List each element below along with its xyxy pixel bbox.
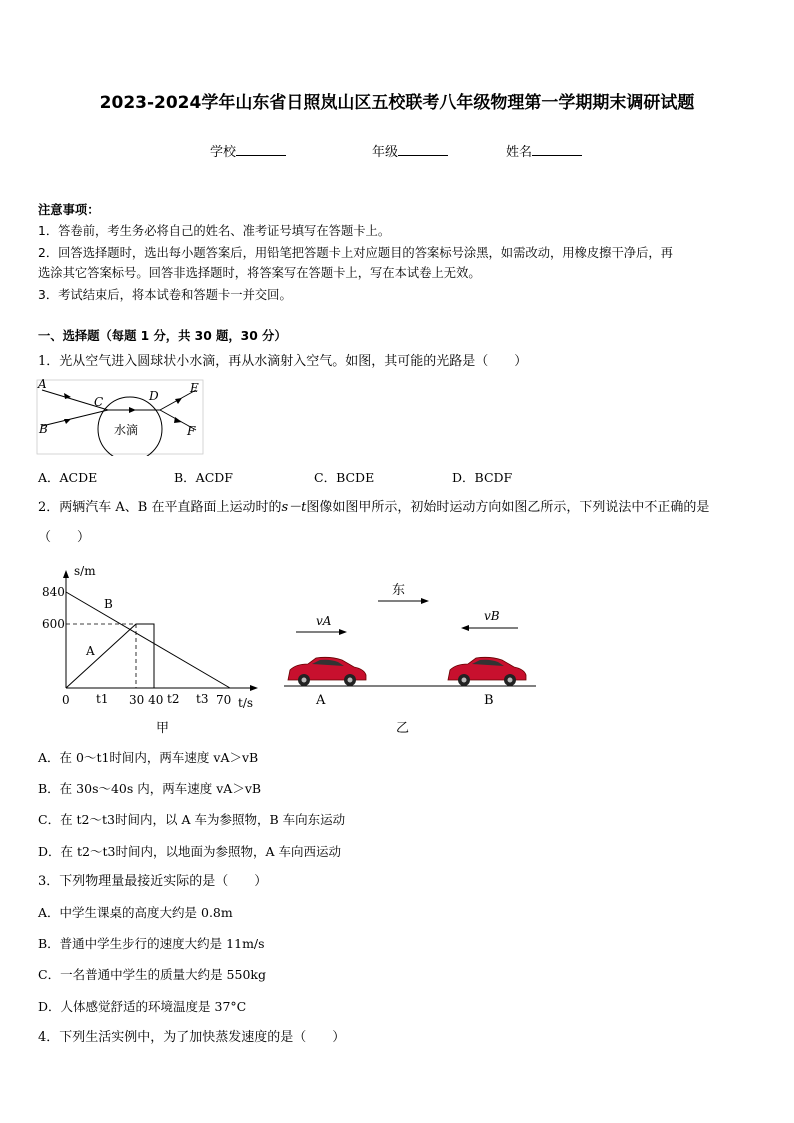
x-axis-label: t/s	[238, 696, 254, 710]
q1-option-b[interactable]: B．ACDF	[174, 470, 233, 485]
notice-item-2: 2．回答选择题时，选出每小题答案后，用铅笔把答题卡上对应题目的答案标号涂黑，如需改动，用橡皮擦干净后，再	[38, 246, 673, 260]
q2-option-c[interactable]: C．在 t2～t3时间内，以 A 车为参照物，B 车向东运动	[38, 812, 346, 827]
q1-stem: 1．光从空气进入圆球状小水滴，再从水滴射入空气。如图，其可能的光路是（ ）	[38, 354, 528, 369]
notice-heading: 注意事项：	[38, 203, 100, 217]
y-axis-label: s/m	[74, 564, 96, 578]
x-tick-t3: t3	[196, 692, 209, 706]
q1-light-path-figure	[36, 376, 206, 456]
label-c: C	[94, 395, 104, 409]
label-d: D	[149, 389, 159, 403]
va-label: vA	[316, 614, 332, 628]
car-a-icon	[288, 657, 366, 686]
figure-caption-jia: 甲	[156, 721, 170, 736]
x-tick-0: 0	[62, 693, 70, 707]
line-b-label: B	[104, 597, 113, 611]
va-arrow-icon	[339, 629, 347, 635]
x-tick-t1: t1	[96, 692, 109, 706]
x-tick-30-40: 30 40	[129, 693, 164, 707]
q1-option-c[interactable]: C．BCDE	[314, 470, 375, 485]
east-arrow-icon	[421, 598, 429, 604]
notice-item-2-cont: 选涂其它答案标号。回答非选择题时，将答案写在答题卡上，写在本试卷上无效。	[38, 266, 481, 280]
y-tick-840: 840	[42, 585, 65, 599]
q3-stem: 3．下列物理量最接近实际的是（ ）	[38, 874, 268, 889]
east-label: 东	[392, 583, 406, 598]
vb-arrow-icon	[461, 625, 469, 631]
vb-label: vB	[484, 609, 500, 623]
water-drop-label: 水滴	[114, 423, 139, 437]
q3-option-c[interactable]: C．一名普通中学生的质量大约是 550kg	[38, 967, 266, 982]
x-tick-70: 70	[216, 693, 232, 707]
label-a: A	[38, 377, 47, 391]
line-a-label: A	[86, 644, 95, 658]
q2-option-a[interactable]: A．在 0～t1时间内，两车速度 vA＞vB	[38, 750, 259, 765]
q2-stem-paren: （ ）	[38, 530, 91, 545]
q4-stem: 4．下列生活实例中，为了加快蒸发速度的是（ ）	[38, 1030, 346, 1045]
q1-option-d[interactable]: D．BCDF	[452, 470, 513, 485]
grade-label: 年级	[372, 145, 399, 160]
car-a-label: A	[316, 693, 326, 708]
notice-item-1: 1．答卷前，考生务必将自己的姓名、准考证号填写在答题卡上。	[38, 224, 391, 238]
name-field[interactable]	[506, 141, 582, 160]
q3-option-a[interactable]: A．中学生课桌的高度大约是 0.8m	[38, 905, 233, 920]
car-b-icon	[448, 657, 526, 686]
figure-caption-yi: 乙	[396, 721, 410, 736]
q2-st-graph	[36, 562, 266, 742]
line-a	[66, 624, 154, 688]
page-title: 2023-2024学年山东省日照岚山区五校联考八年级物理第一学期期末调研试题	[99, 93, 695, 113]
q2-option-b[interactable]: B．在 30s～40s 内，两车速度 vA＞vB	[38, 781, 262, 796]
label-e: E	[190, 381, 199, 395]
label-f: F	[187, 424, 196, 438]
x-tick-t2: t2	[167, 692, 180, 706]
q3-option-b[interactable]: B．普通中学生步行的速度大约是 11m/s	[38, 936, 265, 951]
y-tick-600: 600	[42, 617, 65, 631]
section-heading: 一、选择题（每题 1 分，共 30 题，30 分）	[38, 329, 287, 343]
name-label: 姓名	[506, 145, 533, 160]
q3-option-d[interactable]: D．人体感觉舒适的环境温度是 37°C	[38, 999, 247, 1014]
car-b-label: B	[484, 693, 494, 708]
line-b	[66, 592, 230, 688]
school-label: 学校	[210, 145, 237, 160]
q2-option-d[interactable]: D．在 t2～t3时间内，以地面为参照物，A 车向西运动	[38, 844, 341, 859]
q1-option-a[interactable]: A．ACDE	[38, 470, 98, 485]
school-field[interactable]	[210, 141, 286, 160]
q2-stem: 2．两辆汽车 A、B 在平直路面上运动时的s－t图像如图甲所示，初始时运动方向如图乙所示，下列说法中不正确的是	[38, 500, 710, 515]
grade-field[interactable]	[372, 141, 448, 160]
label-b: B	[39, 422, 48, 436]
notice-item-3: 3．考试结束后，将本试卷和答题卡一并交回。	[38, 288, 292, 302]
q2-car-scene	[282, 572, 542, 742]
